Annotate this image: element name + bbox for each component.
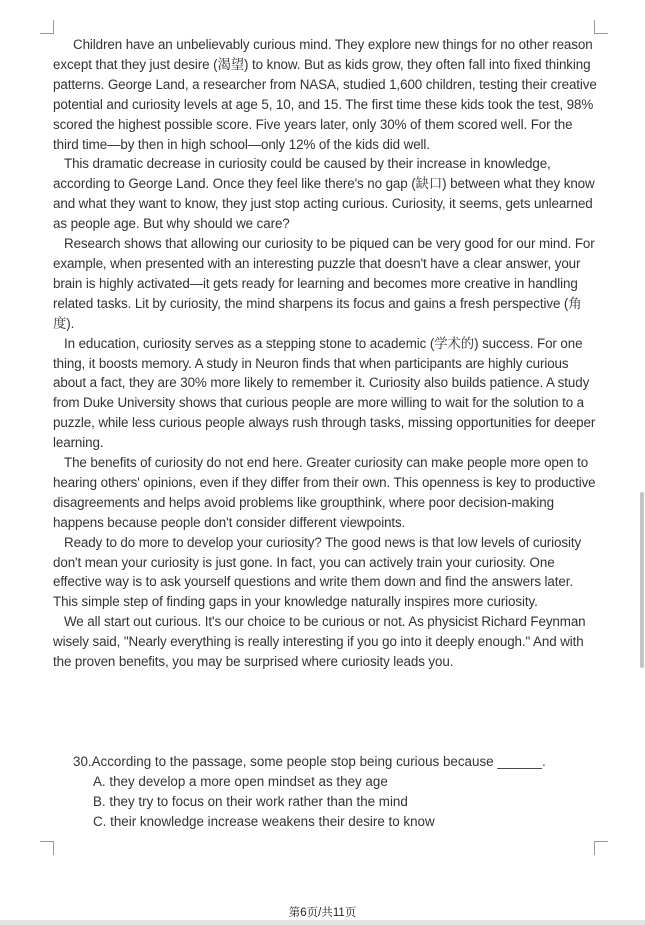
answer-options: [93, 772, 435, 832]
crop-mark-top-left: [40, 20, 54, 34]
paragraph-2: This dramatic decrease in curiosity could be caused by their increase in knowledge, according to George Land. Once they feel like there's no gap (缺口) between what they know and what they want to know, they just stop acting curious. Curiosity, it seems, gets unlearned as people age. But why should we care?: [53, 156, 595, 232]
crop-mark-top-right: [594, 20, 608, 34]
paragraph-5: The benefits of curiosity do not end here. Greater curiosity can make people more open to hearing others' opinions, even if they differ from their own. This openness is key to productive disagreements and helps avoid problems like groupthink, where poor decision-making happens because people don't consider different viewpoints.: [53, 455, 596, 530]
vertical-scrollbar[interactable]: [640, 492, 644, 668]
paragraph-6: Ready to do more to develop your curiosity? The good news is that low levels of curiosity don't mean your curiosity is just gone. In fact, you can actively train your curiosity. One effective way is to ask yourself questions and write them down and find the answers later. This simple step of finding gaps in your knowledge naturally inspires more curiosity.: [53, 534, 582, 610]
paragraph-3: Research shows that allowing our curiosity to be piqued can be very good for our mind. For example, when presented with an interesting puzzle that doesn't have a clear answer, your brain is highly activated—it gets ready for learning and becomes more creative in handling related tasks. Lit by curiosity, the mind sharpens its focus and gains a fresh perspective (角度).: [53, 236, 595, 331]
option-b: B. they try to focus on their work rather than the mind: [93, 793, 408, 809]
paragraph-1: Children have an unbelievably curious mind. They explore new things for no other reason except that they just desire (渴望) to know. But as kids grow, they often fall into fixed thinking patterns. George Land, a researcher from NASA, studied 1,600 children, testing their creative potential and curiosity levels at age 5, 10, and 15. The first time these kids took the test, 98% scored the highest possible score. Five years later, only 30% of them scored well. For the third time—by then in high school—only 12% of the kids did well.: [53, 37, 597, 152]
passage: [53, 35, 598, 672]
page-gap: [0, 920, 645, 925]
question-30: 30.According to the passage, some people stop being curious because ______.: [73, 754, 546, 769]
crop-mark-bottom-left: [40, 841, 54, 855]
option-a: A. they develop a more open mindset as they age: [93, 774, 388, 789]
crop-mark-bottom-right: [594, 841, 608, 855]
option-c: C. their knowledge increase weakens their desire to know: [93, 813, 435, 829]
paragraph-4: In education, curiosity serves as a stepping stone to academic (学术的) success. For one thing, it boosts memory. A study in Neuron finds that when participants are highly curious about a fact, they are 30% more likely to remember it. Curiosity also builds patience. A study from Duke University shows that curious people are more willing to wait for the solution to a puzzle, while less curious people always rush through tasks, missing opportunities for deeper learning.: [53, 335, 596, 451]
paragraph-7: We all start out curious. It's our choice to be curious or not. As physicist Richard Feynman wisely said, "Nearly everything is really interesting if you go into it deeply enough." And with the proven benefits, you may be surprised where curiosity leads you.: [53, 614, 586, 670]
page-number: 第6页/共11页: [288, 907, 357, 919]
